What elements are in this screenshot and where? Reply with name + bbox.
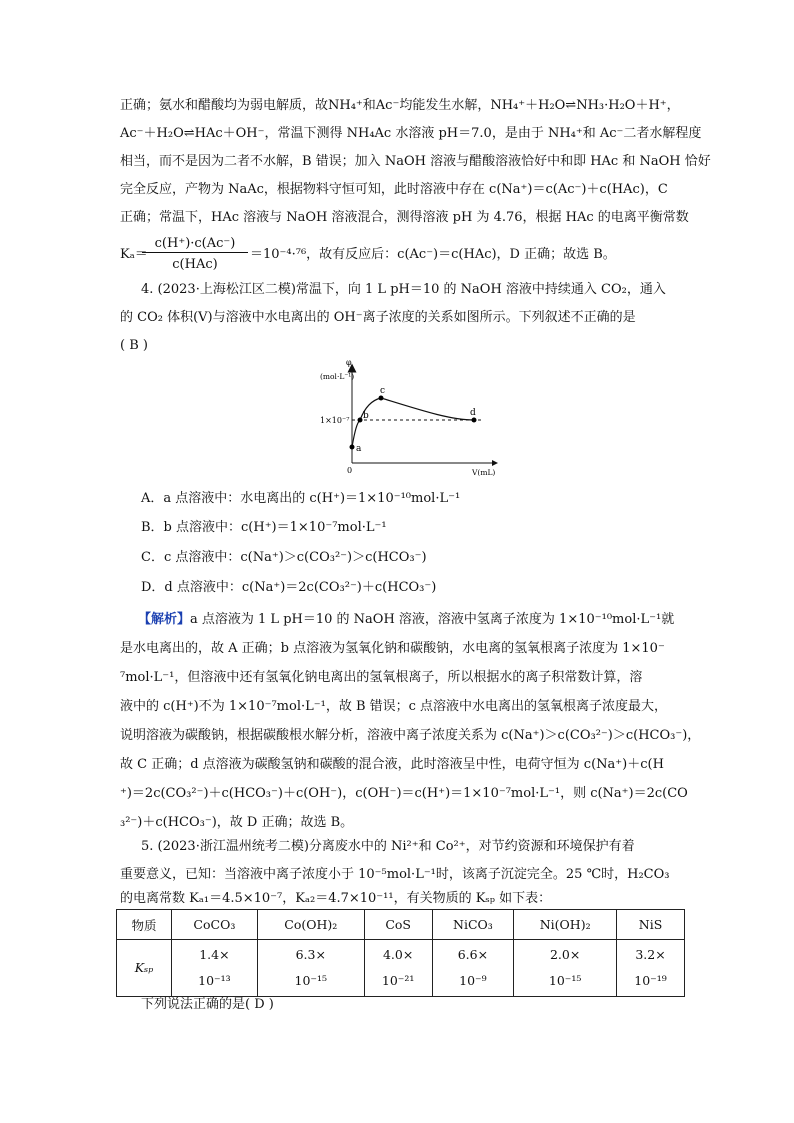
curve [352,398,474,447]
value-cell: 6.6× 10⁻⁹ [432,940,514,997]
point-a [350,445,355,450]
text-line: 完全反应，产物为 NaAc，根据物料守恒可知，此时溶液中存在 c(Na⁺)＝c(Ac⁻)＋c(HAc)，C [120,182,668,197]
x-axis-label: V(mL) [472,468,496,477]
row-label: Kₛₚ [117,940,172,997]
value-cell: 1.4× 10⁻¹³ [172,940,258,997]
label-b: b [363,411,369,421]
option-c: C．c 点溶液中：c(Na⁺)＞c(CO₃²⁻)＞c(HCO₃⁻) [141,550,427,565]
text-line: 正确；常温下，HAc 溶液与 NaOH 溶液混合，测得溶液 pH 为 4.76，根据 HAc 的电离平衡常数 [120,210,689,225]
analysis-line: ⁷mol·L⁻¹，但溶液中还有氢氧化钠电离出的氢氧根离子，所以根据水的离子积常数计算，溶 [120,670,643,685]
header-cell: CoS [364,910,432,940]
oh-concentration-graph [300,355,510,480]
question-stem: 5. (2023·浙江温州统考二模)分离废水中的 Ni²⁺和 Co²⁺，对节约资源和环境保护有着 [141,839,635,854]
option-b: B．b 点溶液中：c(H⁺)＝1×10⁻⁷mol·L⁻¹ [141,520,387,535]
text-line: Ac⁻＋H₂O⇌HAc＋OH⁻，常温下测得 NH₄Ac 水溶液 pH＝7.0，是由于 NH₄⁺和 Ac⁻二者水解程度 [120,126,702,141]
header-cell: NiCO₃ [432,910,514,940]
label-a: a [356,444,362,454]
question-prompt: 下列说法正确的是( D ) [141,997,274,1012]
text-line: 正确；氨水和醋酸均为弱电解质，故NH₄⁺和Ac⁻均能发生水解，NH₄⁺＋H₂O⇌NH₃·H₂O＋H⁺， [120,98,680,113]
option-a: A．a 点溶液中：水电离出的 c(H⁺)＝1×10⁻¹⁰mol·L⁻¹ [141,491,461,506]
analysis-line: 液中的 c(H⁺)不为 1×10⁻⁷mol·L⁻¹，故 B 错误；c 点溶液中水电离出的氢氧根离子浓度最大， [120,699,668,714]
analysis-line: ⁺)＝2c(CO₃²⁻)＋c(HCO₃⁻)＋c(OH⁻)，c(OH⁻)＝c(H⁺)＝1×10⁻⁷mol·L⁻¹，则 c(Na⁺)＝2c(CO [120,786,688,801]
label-d: d [470,408,476,418]
value-cell: 6.3× 10⁻¹⁵ [257,940,364,997]
analysis-line: 故 C 正确；d 点溶液为碳酸氢钠和碳酸的混合液，此时溶液呈中性，电荷守恒为 c(Na⁺)＋c(H [120,757,664,772]
text-line: 相当，而不是因为二者不水解，B 错误；加入 NaOH 溶液与醋酸溶液恰好中和即 HAc 和 NaOH 恰好 [120,154,711,169]
header-cell: 物质 [117,910,172,940]
y-tick-label: 1×10⁻⁷ [320,416,350,425]
value-cell: 2.0× 10⁻¹⁵ [514,940,617,997]
analysis-text: a 点溶液为 1 L pH＝10 的 NaOH 溶液，溶液中氢离子浓度为 1×10⁻¹⁰mol·L⁻¹就 [190,612,675,627]
question-stem: 4. (2023·上海松江区二模)常温下，向 1 L pH＝10 的 NaOH 溶液中持续通入 CO₂，通入 [141,282,666,297]
label-c: c [380,386,386,396]
fraction-numerator: c(H⁺)·c(Ac⁻) [142,236,248,253]
ksp-table [116,909,685,997]
ka-label: Kₐ＝ [120,247,148,262]
option-d: D．d 点溶液中：c(Na⁺)＝2c(CO₃²⁻)＋c(HCO₃⁻) [141,580,437,595]
header-cell: Co(OH)₂ [257,910,364,940]
answer-bracket: ( B ) [120,338,148,353]
origin-label: 0 [347,466,353,475]
value-cell: 3.2× 10⁻¹⁹ [617,940,685,997]
header-cell: NiS [617,910,685,940]
y-axis-symbol: φ [346,358,352,367]
table-header-row [117,910,685,940]
analysis-tag: 【解析】 [138,612,191,627]
fraction-denominator: c(HAc) [172,257,218,272]
value-cell: 4.0× 10⁻²¹ [364,940,432,997]
header-cell: CoCO₃ [172,910,258,940]
point-d [472,418,477,423]
analysis-line: 说明溶液为碳酸钠，根据碳酸根水解分析，溶液中离子浓度关系为 c(Na⁺)＞c(CO₃²⁻)＞c(HCO₃⁻)， [120,728,701,743]
point-c [379,396,384,401]
analysis-line: 是水电离出的，故 A 正确；b 点溶液为氢氧化钠和碳酸钠，水电离的氢氧根离子浓度为 1×10⁻ [120,641,665,656]
question-stem: 的电离常数 Kₐ₁＝4.5×10⁻⁷，Kₐ₂＝4.7×10⁻¹¹，有关物质的 Kₛₚ 如下表： [120,891,552,906]
question-stem: 的 CO₂ 体积(V)与溶液中水电离出的 OH⁻离子浓度的关系如图所示。下列叙述不正确的是 [120,310,636,325]
point-b [358,418,363,423]
text-line: ＝10⁻⁴·⁷⁶，故有反应后：c(Ac⁻)＝c(HAc)，D 正确；故选 B。 [250,247,616,262]
analysis-line: ₃²⁻)＋c(HCO₃⁻)，故 D 正确；故选 B。 [120,815,354,830]
header-cell: Ni(OH)₂ [514,910,617,940]
analysis-first-line [138,611,674,629]
table-row [117,940,685,997]
y-axis-unit: (mol·L⁻¹) [320,372,355,381]
question-stem: 重要意义，已知：当溶液中离子浓度小于 10⁻⁵mol·L⁻¹时，该离子沉淀完全。25 ℃时，H₂CO₃ [120,867,670,882]
